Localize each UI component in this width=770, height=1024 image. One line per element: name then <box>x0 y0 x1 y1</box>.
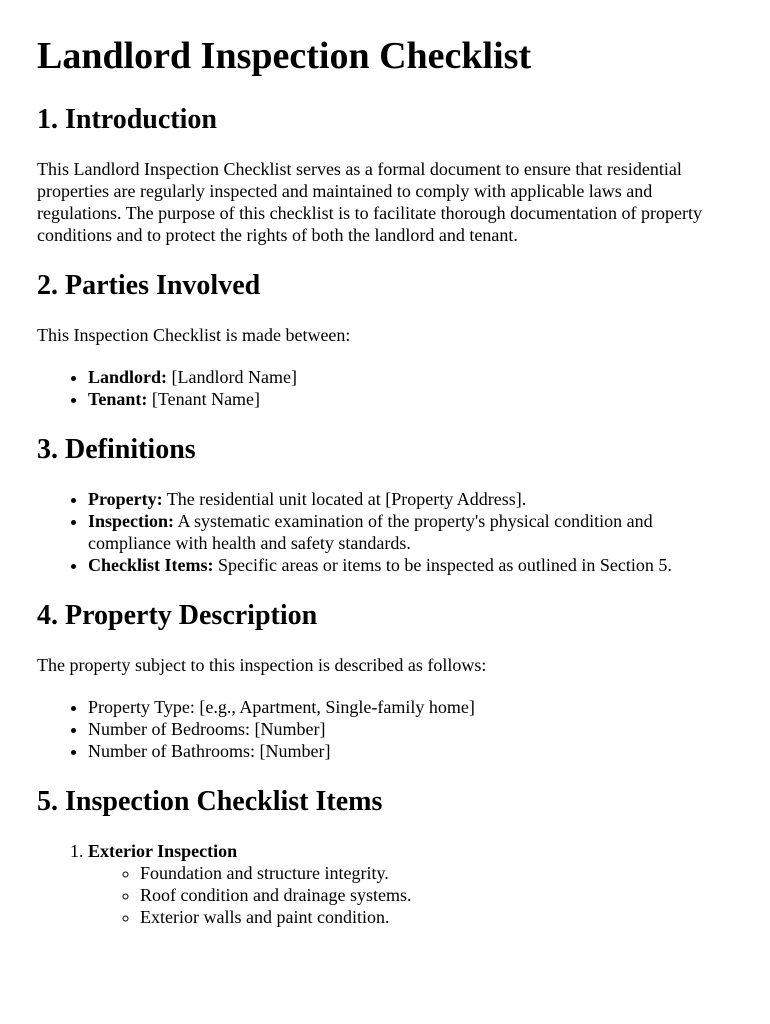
list-item: • Number of Bedrooms: [Number] <box>88 718 733 740</box>
list-item-value: A systematic examination of the property's physical condition and compliance with health and safety standards. <box>88 511 653 553</box>
document-title: Landlord Inspection Checklist <box>37 35 532 77</box>
list-item-label: Tenant: <box>88 389 148 409</box>
list-item-property <box>88 488 733 510</box>
list-item-inspection <box>88 510 733 554</box>
property-description-list <box>37 696 733 762</box>
section-heading-definitions: 3. Definitions <box>37 434 196 465</box>
introduction-paragraph: This Landlord Inspection Checklist serves as a formal document to ensure that residential properties are regularly inspected and maintained to comply with applicable laws and regulations. The purpose of this checklist is to facilitate thorough documentation of property conditions and to protect the rights of both the landlord and tenant. <box>37 159 703 245</box>
list-item-value: [Landlord Name] <box>167 367 297 387</box>
list-item: • Number of Bathrooms: [Number] <box>88 740 733 762</box>
list-item-label: Checklist Items: <box>88 555 214 575</box>
section-heading-introduction: 1. Introduction <box>37 104 217 135</box>
list-item-value: Specific areas or items to be inspected as outlined in Section 5. <box>213 555 672 575</box>
list-item: • Property Type: [e.g., Apartment, Single-family home] <box>88 696 733 718</box>
checklist-group-items <box>88 862 733 928</box>
parties-list <box>37 366 733 410</box>
list-item-label: Landlord: <box>88 367 168 387</box>
parties-paragraph: This Inspection Checklist is made between: <box>37 325 351 345</box>
list-item-value: [Tenant Name] <box>147 389 261 409</box>
list-item-tenant <box>88 388 733 410</box>
checklist-item: ◦ Foundation and structure integrity. <box>140 862 733 884</box>
definitions-list <box>37 488 733 576</box>
list-item-landlord <box>88 366 733 388</box>
checklist-groups <box>37 840 733 928</box>
list-item-value: The residential unit located at [Property Address]. <box>162 489 527 509</box>
checklist-item: ◦ Exterior walls and paint condition. <box>140 906 733 928</box>
checklist-item: ◦ Roof condition and drainage systems. <box>140 884 733 906</box>
section-heading-property-description: 4. Property Description <box>37 600 318 631</box>
property-description-paragraph: The property subject to this inspection is described as follows: <box>37 655 487 675</box>
list-item-label: Property: <box>88 489 163 509</box>
checklist-group-exterior <box>88 840 733 928</box>
list-item-label: Inspection: <box>88 511 175 531</box>
section-heading-parties: 2. Parties Involved <box>37 270 261 301</box>
checklist-group-title: Exterior Inspection <box>88 841 238 861</box>
list-item-checklist-items <box>88 554 733 576</box>
section-heading-checklist: 5. Inspection Checklist Items <box>37 786 383 817</box>
